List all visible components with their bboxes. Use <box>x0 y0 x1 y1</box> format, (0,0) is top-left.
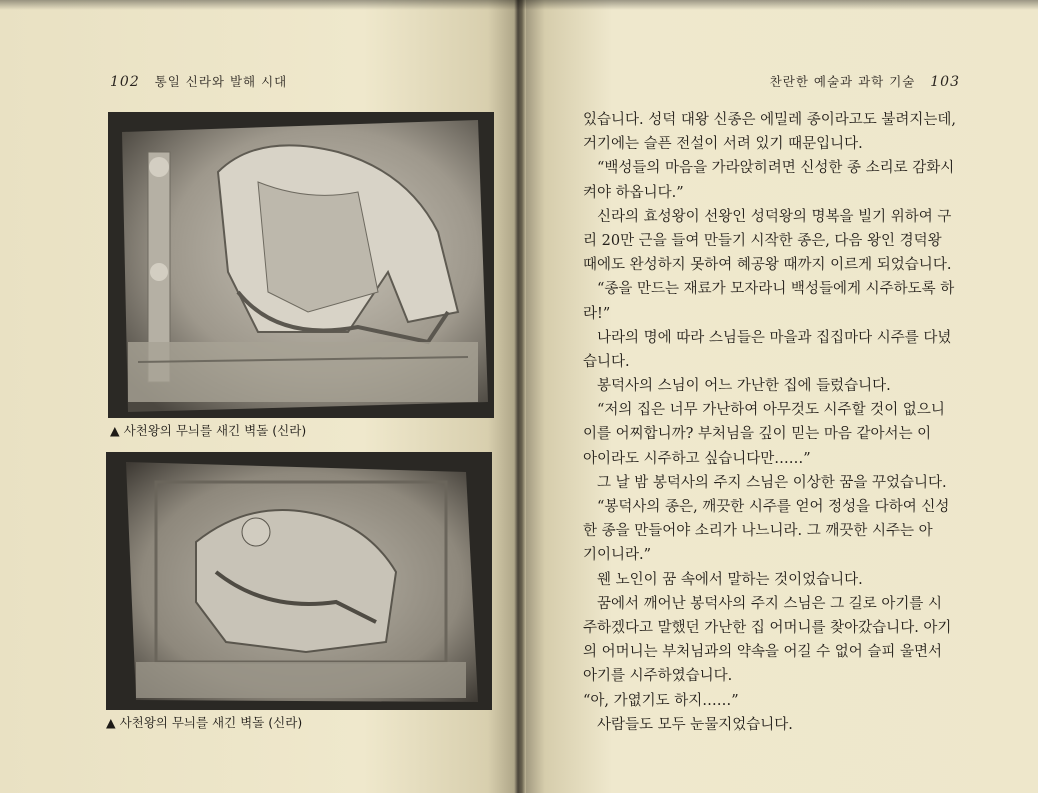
left-page-number: 102 <box>110 74 140 90</box>
relief-photo-1 <box>108 112 494 418</box>
left-running-title: 통일 신라와 발해 시대 <box>154 74 288 89</box>
text-line: 있습니다. 성덕 대왕 신종은 에밀레 종이라고도 불려지는데, <box>583 112 957 128</box>
text-line: 주하겠다고 말했던 가난한 집 어머니를 찾아갔습니다. 아기 <box>583 619 952 636</box>
text-line: 습니다. <box>583 353 630 370</box>
text-line: “저의 집은 너무 가난하여 아무것도 시주할 것이 없으니 <box>597 402 945 419</box>
relief-image-2 <box>106 452 492 710</box>
right-page-number: 103 <box>930 74 960 90</box>
text-line: 봉덕사의 스님이 어느 가난한 집에 들렀습니다. <box>597 378 891 395</box>
text-line: 아기를 시주하였습니다. <box>583 668 733 685</box>
text-line: 의 어머니는 부처님과의 약속을 어길 수 없어 슬피 울면서 <box>583 644 943 661</box>
right-running-title: 찬란한 예술과 과학 기술 <box>769 74 916 89</box>
text-line: 나라의 명에 따라 스님들은 마을과 집집마다 시주를 다녔 <box>597 329 952 346</box>
text-line: 켜야 하옵니다.” <box>583 184 684 201</box>
text-line: 이를 어찌합니까? 부처님을 깊이 믿는 마음 같아서는 이 <box>583 426 932 443</box>
right-running-header <box>770 72 960 90</box>
text-line: 거기에는 슬픈 전설이 서려 있기 때문입니다. <box>583 136 863 153</box>
text-line: “아, 가엾기도 하지……” <box>583 692 739 709</box>
text-line: 기이니라.” <box>583 547 652 564</box>
text-line: 아이라도 시주하고 싶습니다만……” <box>583 450 811 467</box>
text-line: “백성들의 마음을 가라앉히려면 신성한 종 소리로 감화시 <box>597 160 955 177</box>
text-line: 때에도 완성하지 못하여 혜공왕 때까지 이르게 되었습니다. <box>583 257 952 274</box>
book-gutter <box>514 0 526 793</box>
left-running-header <box>110 72 287 90</box>
relief-image-1 <box>108 112 494 418</box>
relief-photo-2 <box>106 452 492 710</box>
caption-photo-2: ▲ 사천왕의 무늬를 새긴 벽돌 (신라) <box>106 715 303 730</box>
text-line: 웬 노인이 꿈 속에서 말하는 것이었습니다. <box>597 571 863 588</box>
text-line: “봉덕사의 종은, 깨끗한 시주를 얻어 정성을 다하여 신성 <box>597 499 950 515</box>
top-edge-shadow <box>0 0 1038 10</box>
caption-photo-1: ▲ 사천왕의 무늬를 새긴 벽돌 (신라) <box>110 423 307 438</box>
text-line: 리 20만 근을 들여 만들기 시작한 종은, 다음 왕인 경덕왕 <box>583 232 942 249</box>
story-text <box>583 108 973 737</box>
text-line: 사람들도 모두 눈물지었습니다. <box>597 716 793 733</box>
text-line: 꿈에서 깨어난 봉덕사의 주지 스님은 그 길로 아기를 시 <box>597 595 943 612</box>
text-line: 라!” <box>583 305 611 322</box>
text-line: 신라의 효성왕이 선왕인 성덕왕의 명복을 빌기 위하여 구 <box>597 208 952 225</box>
text-line: 한 종을 만들어야 소리가 나느니라. 그 깨끗한 시주는 아 <box>583 523 933 540</box>
text-line: 그 날 밤 봉덕사의 주지 스님은 이상한 꿈을 꾸었습니다. <box>597 474 947 491</box>
text-line: “종을 만드는 재료가 모자라니 백성들에게 시주하도록 하 <box>597 281 955 298</box>
